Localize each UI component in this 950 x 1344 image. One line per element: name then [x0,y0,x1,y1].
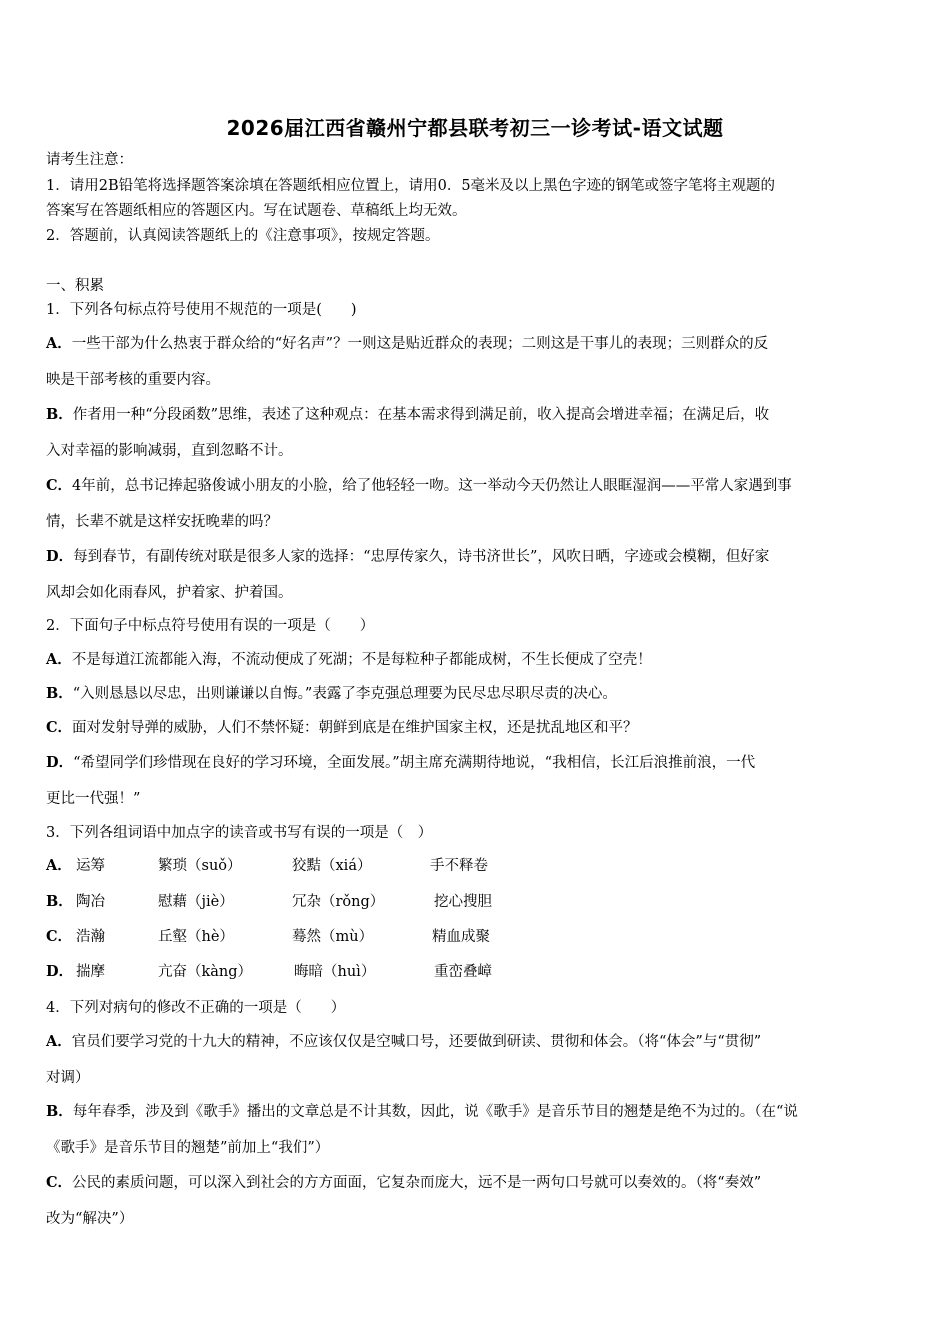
word: 亢奋（kàng） [158,964,253,980]
option-line: 对调） [46,1070,90,1086]
word: 手不释卷 [430,858,488,874]
option-line: C．4年前，总书记捧起骆俊诚小朋友的小脸，给了他轻轻一吻。这一举动今天仍然让人眼眶湿润——平常人家遇到事 [46,477,792,494]
option-line: 《歌手》是音乐节目的翘楚”前加上“我们”） [46,1140,330,1156]
option-line: 改为“解决”） [46,1211,134,1227]
word: 重峦叠嶂 [434,964,492,980]
option-line: B．“入则恳恳以尽忠，出则谦谦以自悔。”表露了李克强总理要为民尽忠尽职尽责的决心。 [46,685,617,702]
option-line: 风却会如化雨春风，护着家、护着国。 [46,585,293,601]
option-line: C．公民的素质问题，可以深入到社会的方方面面，它复杂而庞大，远不是一两句口号就可以奏效的。（将“奏效” [46,1174,762,1191]
option-line: D．“希望同学们珍惜现在良好的学习环境，全面发展。”胡主席充满期待地说，“我相信，长江后浪推前浪，一代 [46,754,756,771]
word: 陶冶 [76,894,105,910]
question-stem: 4．下列对病句的修改不正确的一项是（ ） [46,1000,346,1016]
option-line: 更比一代强！” [46,791,141,807]
word: 运筹 [76,858,105,874]
notice-line: 答案写在答题纸相应的答题区内。写在试题卷、草稿纸上均无效。 [46,203,467,219]
option-line: 入对幸福的影响减弱，直到忽略不计。 [46,443,293,459]
option-line: D．每到春节，有副传统对联是很多人家的选择：“忠厚传家久，诗书济世长”，风吹日晒，字迹或会模糊，但好家 [46,548,770,565]
notice-line: 2．答题前，认真阅读答题纸上的《注意事项》，按规定答题。 [46,228,440,244]
word: 慰藉（jiè） [158,894,234,910]
word: 精血成聚 [432,929,490,945]
option-line: A．官员们要学习党的十九大的精神，不应该仅仅是空喊口号，还要做到研读、贯彻和体会。（将“体会”与“贯彻” [46,1033,762,1050]
notice-line: 1．请用2B铅笔将选择题答案涂填在答题纸相应位置上，请用0．5毫米及以上黑色字迹的钢笔或签字笔将主观题的 [46,178,776,194]
word-row [0,962,950,982]
option-line: B．每年春季，涉及到《歌手》播出的文章总是不计其数，因此，说《歌手》是音乐节目的翘楚是绝不为过的。（在“说 [46,1103,798,1120]
notice-heading: 请考生注意： [46,152,133,168]
word: 冗杂（rǒng） [292,894,385,910]
word-row [0,856,950,876]
word: 浩瀚 [76,929,105,945]
option-line: A．不是每道江流都能入海，不流动便成了死湖；不是每粒种子都能成树，不生长便成了空壳！ [46,651,652,668]
option-line: A．一些干部为什么热衷于群众给的“好名声”？一则这是贴近群众的表现；二则这是干事儿的表现；三则群众的反 [46,335,769,352]
option-label: C． [46,928,73,945]
word-row [0,927,950,947]
question-stem: 1．下列各句标点符号使用不规范的一项是( ) [46,302,357,318]
word: 狡黠（xiá） [292,858,372,874]
option-label: D． [46,963,74,980]
option-label: A． [46,857,72,874]
option-line: 映是干部考核的重要内容。 [46,372,220,388]
section-heading: 一、积累 [46,278,104,294]
option-line: C．面对发射导弹的威胁，人们不禁怀疑：朝鲜到底是在维护国家主权，还是扰乱地区和平？ [46,719,638,736]
option-label: B． [46,893,73,910]
word: 丘壑（hè） [158,929,234,945]
question-stem: 2．下面句子中标点符号使用有误的一项是（ ） [46,618,375,634]
question-stem: 3．下列各组词语中加点字的读音或书写有误的一项是（ ） [46,825,433,841]
word: 挖心搜胆 [434,894,492,910]
page-title: 2026届江西省赣州宁都县联考初三一诊考试-语文试题 [226,116,724,140]
word: 繁琐（suǒ） [158,858,242,874]
option-line: B．作者用一种“分段函数”思维，表述了这种观点：在基本需求得到满足前，收入提高会增进幸福；在满足后，收 [46,406,770,423]
word: 晦暗（huì） [294,964,376,980]
word-row [0,892,950,912]
word: 蓦然（mù） [292,929,374,945]
option-line: 情，长辈不就是这样安抚晚辈的吗？ [46,514,278,530]
word: 揣摩 [76,964,105,980]
